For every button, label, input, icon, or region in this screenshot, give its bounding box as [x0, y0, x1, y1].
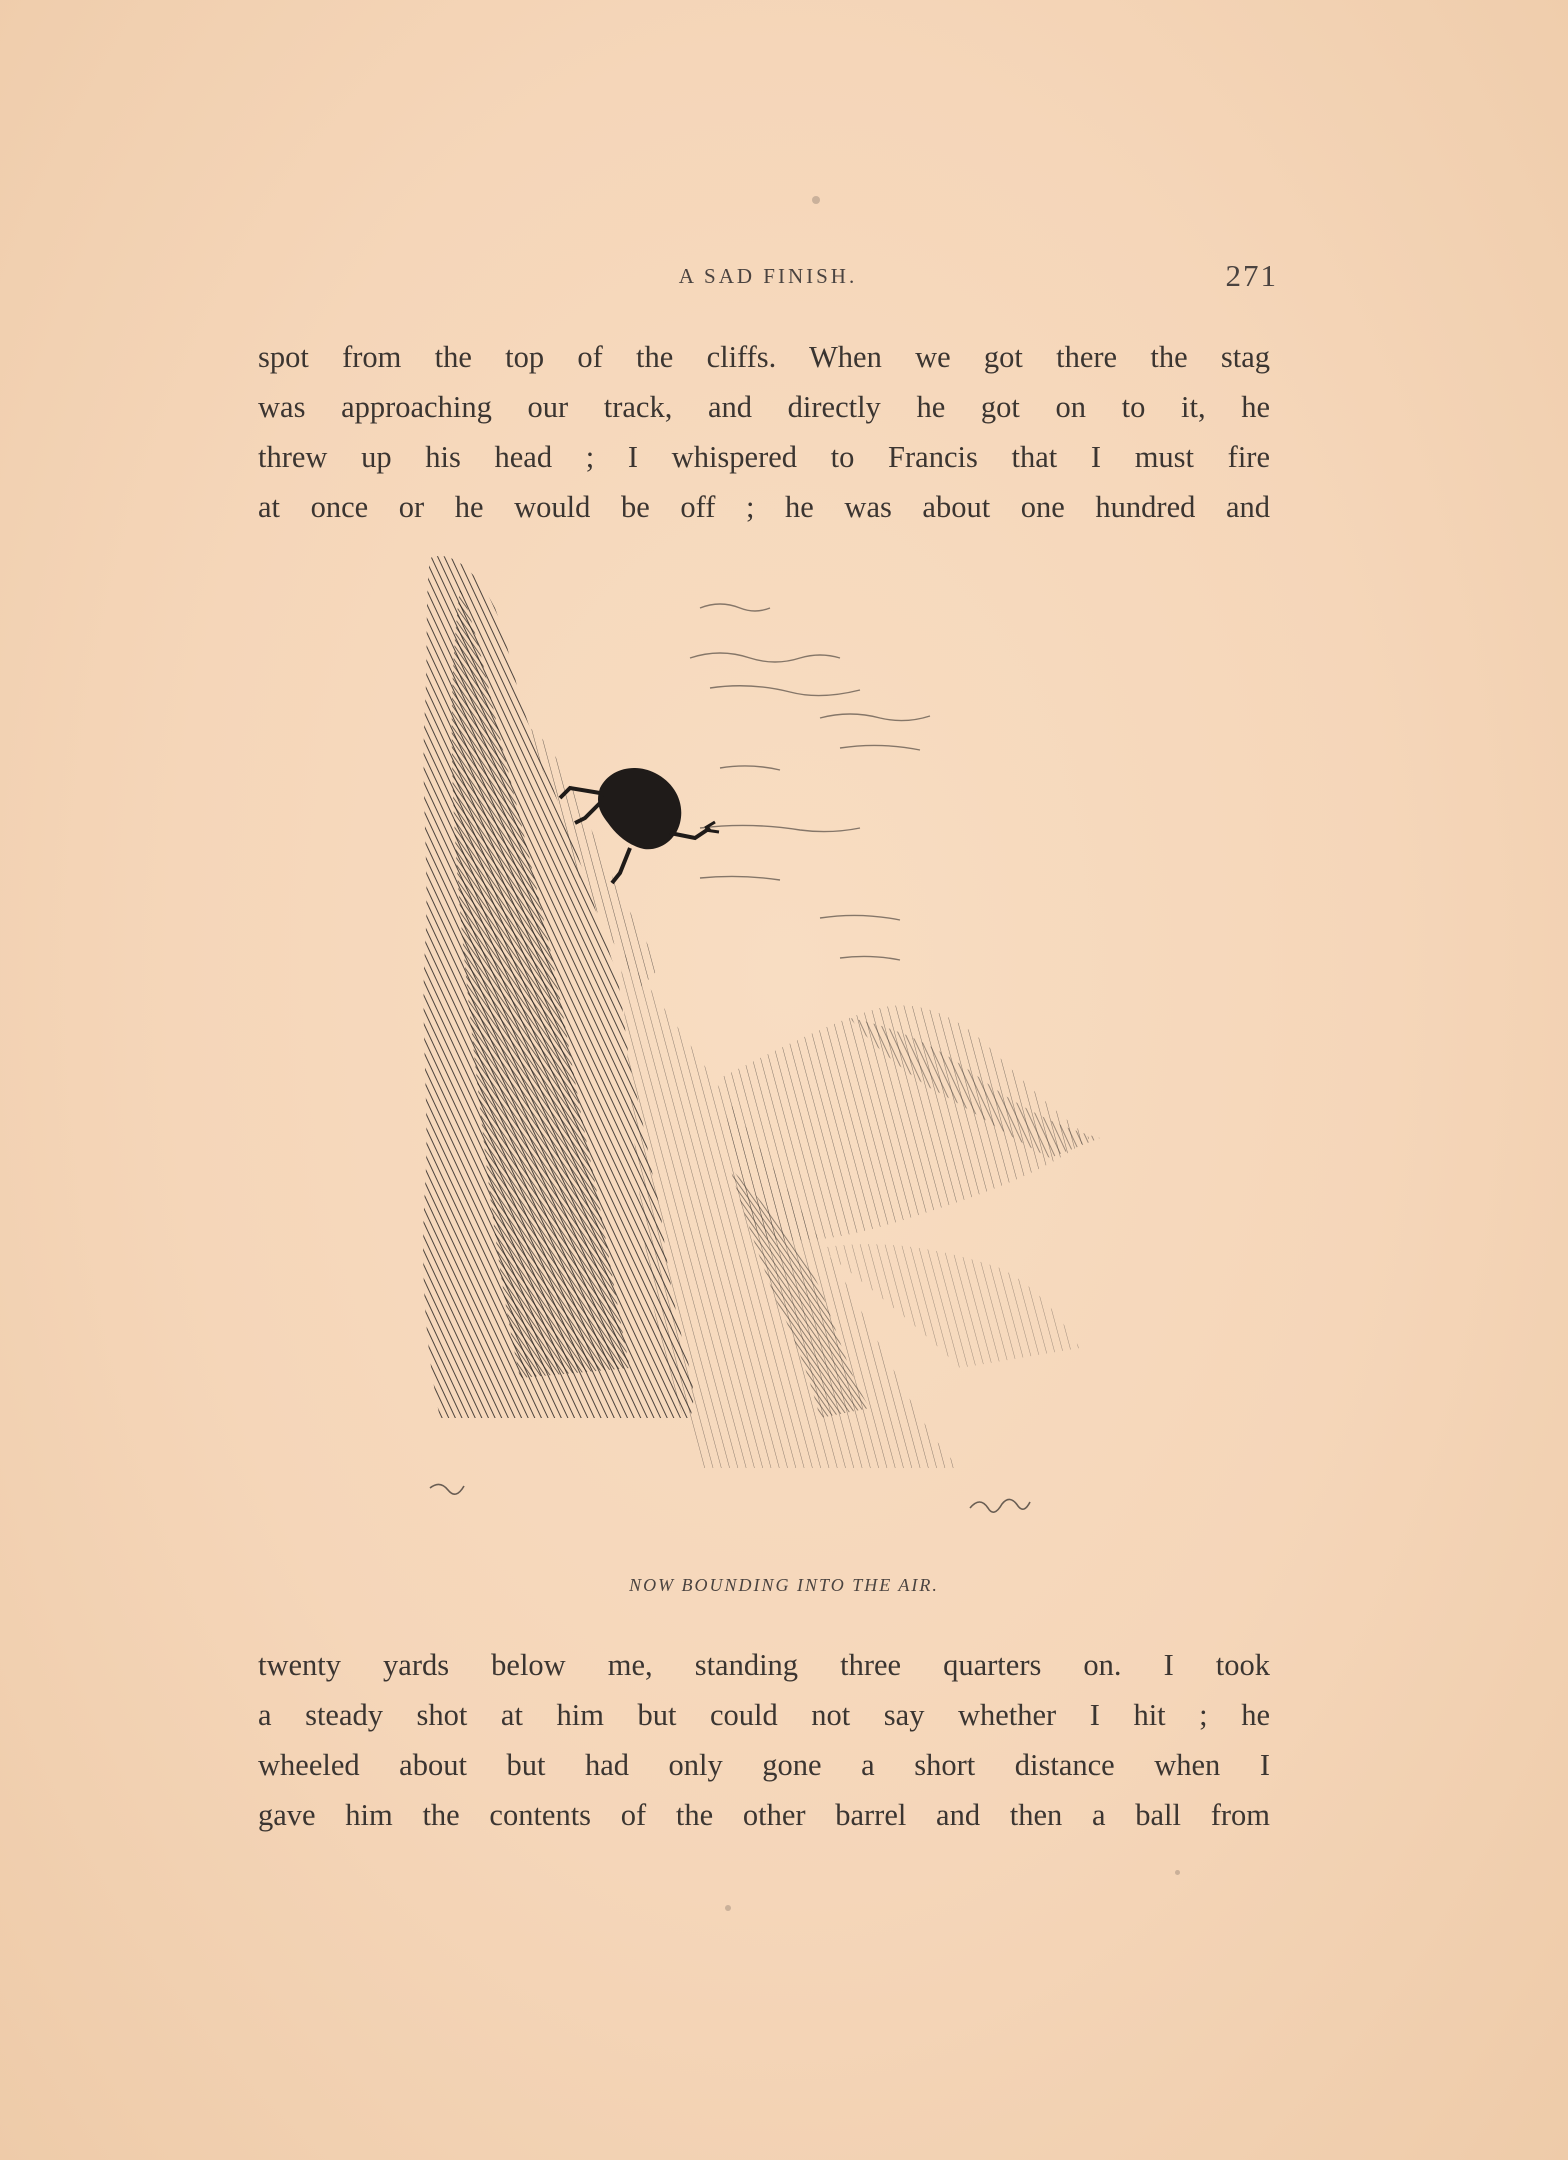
- paper-speck: [812, 196, 820, 204]
- text-line: threw up his head ; I whispered to Francis that I must fire: [258, 440, 1270, 474]
- engraving-svg: [400, 548, 1140, 1578]
- running-title: A SAD FINISH.: [678, 264, 858, 288]
- paper-speck: [1175, 1870, 1180, 1875]
- falling-stag-illustration-icon: [400, 548, 1140, 1578]
- text-line: spot from the top of the cliffs. When we got there the stag: [258, 340, 1270, 374]
- clouds-icon: [690, 604, 930, 960]
- text-line: a steady shot at him but could not say whether I hit ; he: [258, 1698, 1270, 1732]
- figure-caption: NOW BOUNDING INTO THE AIR.: [629, 1575, 939, 1595]
- text-line: at once or he would be off ; he was about one hundred and: [258, 490, 1270, 524]
- text-line: wheeled about but had only gone a short distance when I: [258, 1748, 1270, 1782]
- signature-icon: [430, 1484, 1030, 1512]
- paragraph-bottom: [258, 1640, 1270, 1840]
- text-line: was approaching our track, and directly he got on to it, he: [258, 390, 1270, 424]
- page-number: 271: [1225, 258, 1278, 293]
- paper-speck: [725, 1905, 731, 1911]
- running-head: [258, 258, 1278, 298]
- text-line: gave him the contents of the other barrel and then a ball from: [258, 1798, 1270, 1832]
- paragraph-top: [258, 332, 1270, 532]
- text-line: twenty yards below me, standing three quarters on. I took: [258, 1648, 1270, 1682]
